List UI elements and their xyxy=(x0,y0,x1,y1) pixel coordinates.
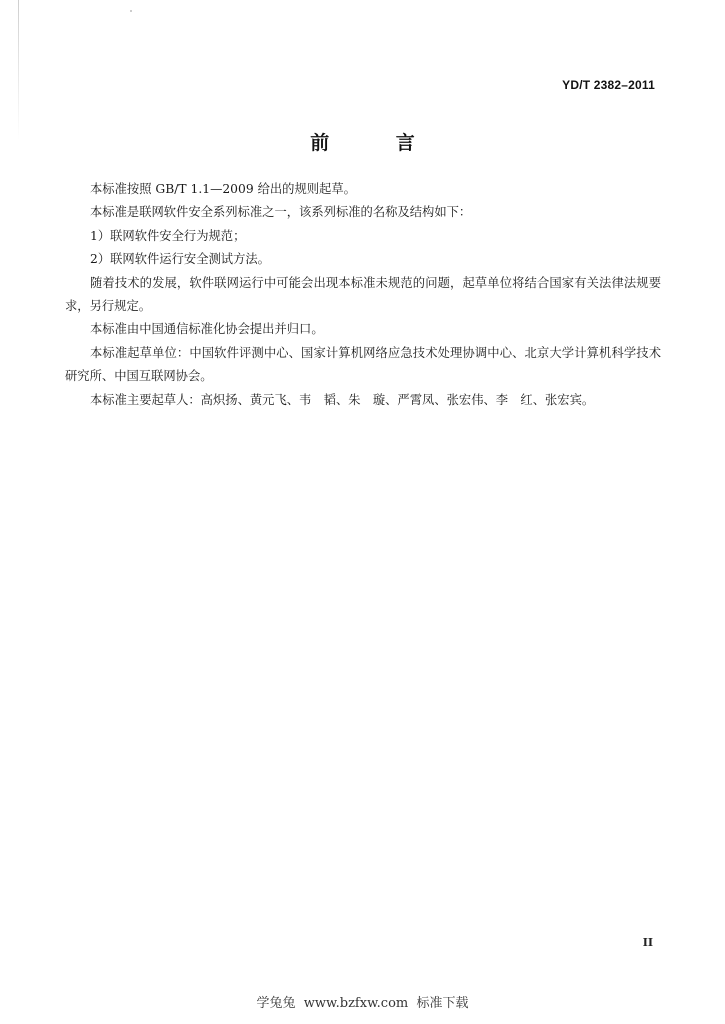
list-item: 1）联网软件安全行为规范； xyxy=(90,228,246,243)
paragraph: 本标准由中国通信标准化协会提出并归口。 xyxy=(90,322,324,337)
paragraph: 本标准是联网软件安全系列标准之一，该系列标准的名称及结构如下： xyxy=(90,205,472,220)
paragraph: 本标准主要起草人：高炽扬、黄元飞、韦 韬、朱 璇、严霄凤、张宏伟、李 红、张宏宾。 xyxy=(90,392,595,407)
footer-watermark: 学兔兔 www.bzfxw.com 标准下载 xyxy=(256,996,469,1011)
page-title: 前 言 xyxy=(310,132,445,154)
scan-speck xyxy=(130,10,132,12)
paragraph: 本标准按照 GB/T 1.1—2009 给出的规则起草。 xyxy=(90,182,356,196)
list-item: 2）联网软件运行安全测试方法。 xyxy=(90,252,270,267)
scan-edge-line xyxy=(18,0,19,140)
standard-code: YD/T 2382–2011 xyxy=(562,78,655,92)
foreword-body xyxy=(65,178,661,412)
page-number: II xyxy=(642,936,653,949)
paragraph: 本标准起草单位：中国软件评测中心、国家计算机网络应急技术处理协调中心、北京大学计算机科学技术研究所、中国互联网协会。 xyxy=(65,345,661,384)
paragraph: 随着技术的发展，软件联网运行中可能会出现本标准未规范的问题，起草单位将结合国家有关法律法规要求，另行规定。 xyxy=(65,275,661,314)
